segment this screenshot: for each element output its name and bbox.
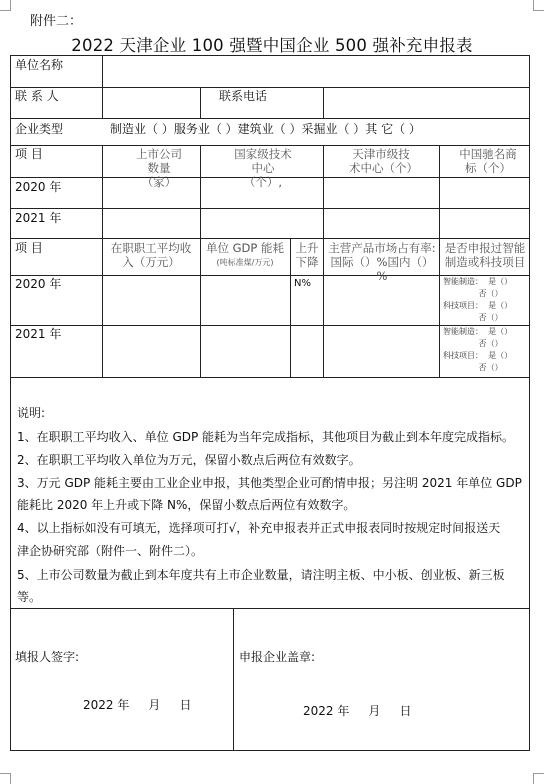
check-line-2021-4: 否（） (443, 363, 503, 372)
enterprise-type-options: 制造业（ ）服务业（ ）建筑业（ ）采掘业（ ）其 它（ ） (110, 122, 421, 136)
table1-header-famous-trademark: 中国驰名商标（个） (459, 147, 517, 175)
table2-header-avg-income: 在职职工平均收入（万元） (110, 241, 192, 269)
row-divider (11, 87, 529, 88)
application-form (10, 55, 530, 751)
table1-item-label: 项 目 (15, 147, 43, 161)
check-line-2020-4: 否（） (443, 313, 503, 322)
col-divider (102, 145, 103, 238)
col-divider (439, 145, 440, 238)
col-divider (290, 238, 291, 377)
contact-phone-label: 联系电话 (219, 89, 268, 103)
col-divider (323, 87, 324, 118)
note-line: 5、上市公司数量为截止到本年度共有上市企业数量，请注明主板、中小板、创业板、新三板 (17, 568, 505, 582)
check-line-2020-2: 否（） (443, 289, 503, 298)
table2-header-gdp-energy-unit: (吨标准煤/万元) (216, 258, 274, 267)
col-divider (439, 238, 440, 377)
unit-name-label: 单位名称 (15, 58, 64, 72)
col-divider (102, 56, 103, 118)
row-divider (11, 118, 529, 119)
col-divider (102, 238, 103, 377)
table2-item-label: 项 目 (15, 241, 43, 255)
crop-mark-top-right (533, 0, 544, 11)
crop-mark-top-left (0, 0, 11, 11)
enterprise-type-label: 企业类型 (15, 122, 64, 136)
note-line: 4、以上指标如没有可填无，选择项可打√，补充申报表并正式申报表同时按规定时间报送天 (17, 521, 501, 535)
check-line-2020-3: 科技项目： 是（） (443, 301, 513, 310)
check-line-2021-2: 否（） (443, 339, 503, 348)
company-seal-label: 申报企业盖章: (239, 650, 316, 664)
note-line: 津企协研究部（附件一、附件二）。 (17, 544, 204, 558)
note-line: 1、在职职工平均收入、单位 GDP 能耗为当年完成指标，其他项目为截止到本年度完成指标。 (17, 430, 515, 444)
seal-date: 2022 年 月 日 (303, 704, 412, 718)
note-line: 能耗比 2020 年上升或下降 N%，保留小数点后两位有效数字。 (17, 498, 356, 512)
table1-header-tianjin-tech-center: 天津市级技术中心（个） (349, 147, 418, 175)
table1-year-2021: 2021 年 (15, 211, 62, 225)
note-line: 2、在职职工平均收入单位为万元，保留小数点后两位有效数字。 (17, 453, 361, 467)
table1-year-2020: 2020 年 (15, 180, 62, 194)
contact-person-label: 联 系 人 (15, 89, 59, 103)
table2-year-2020: 2020 年 (15, 277, 62, 291)
col-divider (233, 608, 234, 750)
check-line-2020-1: 智能制造： 是（） (443, 277, 513, 286)
table2-header-gdp-energy: 单位 GDP 能耗 (205, 241, 284, 255)
crop-mark-bottom-right (533, 773, 544, 784)
col-divider (200, 87, 201, 118)
col-divider (200, 238, 201, 377)
table2-header-smart-manufacturing: 是否申报过智能制造或科技项目 (444, 241, 526, 269)
table2-header-market-share: 主营产品市场占有率: 国际（）%国内（）% (328, 241, 436, 283)
row-divider (11, 377, 529, 378)
attachment-label: 附件二： (30, 14, 83, 29)
filler-signature-label: 填报人签字: (15, 650, 80, 664)
note-line: 等。 (17, 590, 42, 604)
table2-year-2021: 2021 年 (15, 327, 62, 341)
col-divider (323, 145, 324, 238)
col-divider (200, 145, 201, 238)
page-title: 2022 天津企业 100 强暨中国企业 500 强补充申报表 (71, 36, 473, 55)
table1-header-listed-companies: 上市公司数量（家） (136, 147, 182, 189)
row-divider (11, 238, 529, 239)
col-divider (323, 238, 324, 377)
row-divider (11, 608, 529, 609)
check-line-2021-3: 科技项目： 是（） (443, 351, 513, 360)
crop-mark-bottom-left (0, 773, 11, 784)
row-divider (11, 145, 529, 146)
rise-fall-mark: N% (294, 278, 311, 289)
table1-header-national-tech-center: 国家级技术中心（个）, (234, 147, 292, 189)
note-line: 3、万元 GDP 能耗主要由工业企业申报，其他类型企业可酌情申报；另注明 2021 年单位 GDP (17, 476, 522, 490)
table2-header-rise-fall: 上升下降 (295, 241, 319, 269)
check-line-2021-1: 智能制造： 是（） (443, 327, 513, 336)
notes-heading: 说明: (17, 406, 46, 420)
filler-date: 2022 年 月 日 (83, 698, 192, 712)
row-divider (11, 208, 529, 209)
